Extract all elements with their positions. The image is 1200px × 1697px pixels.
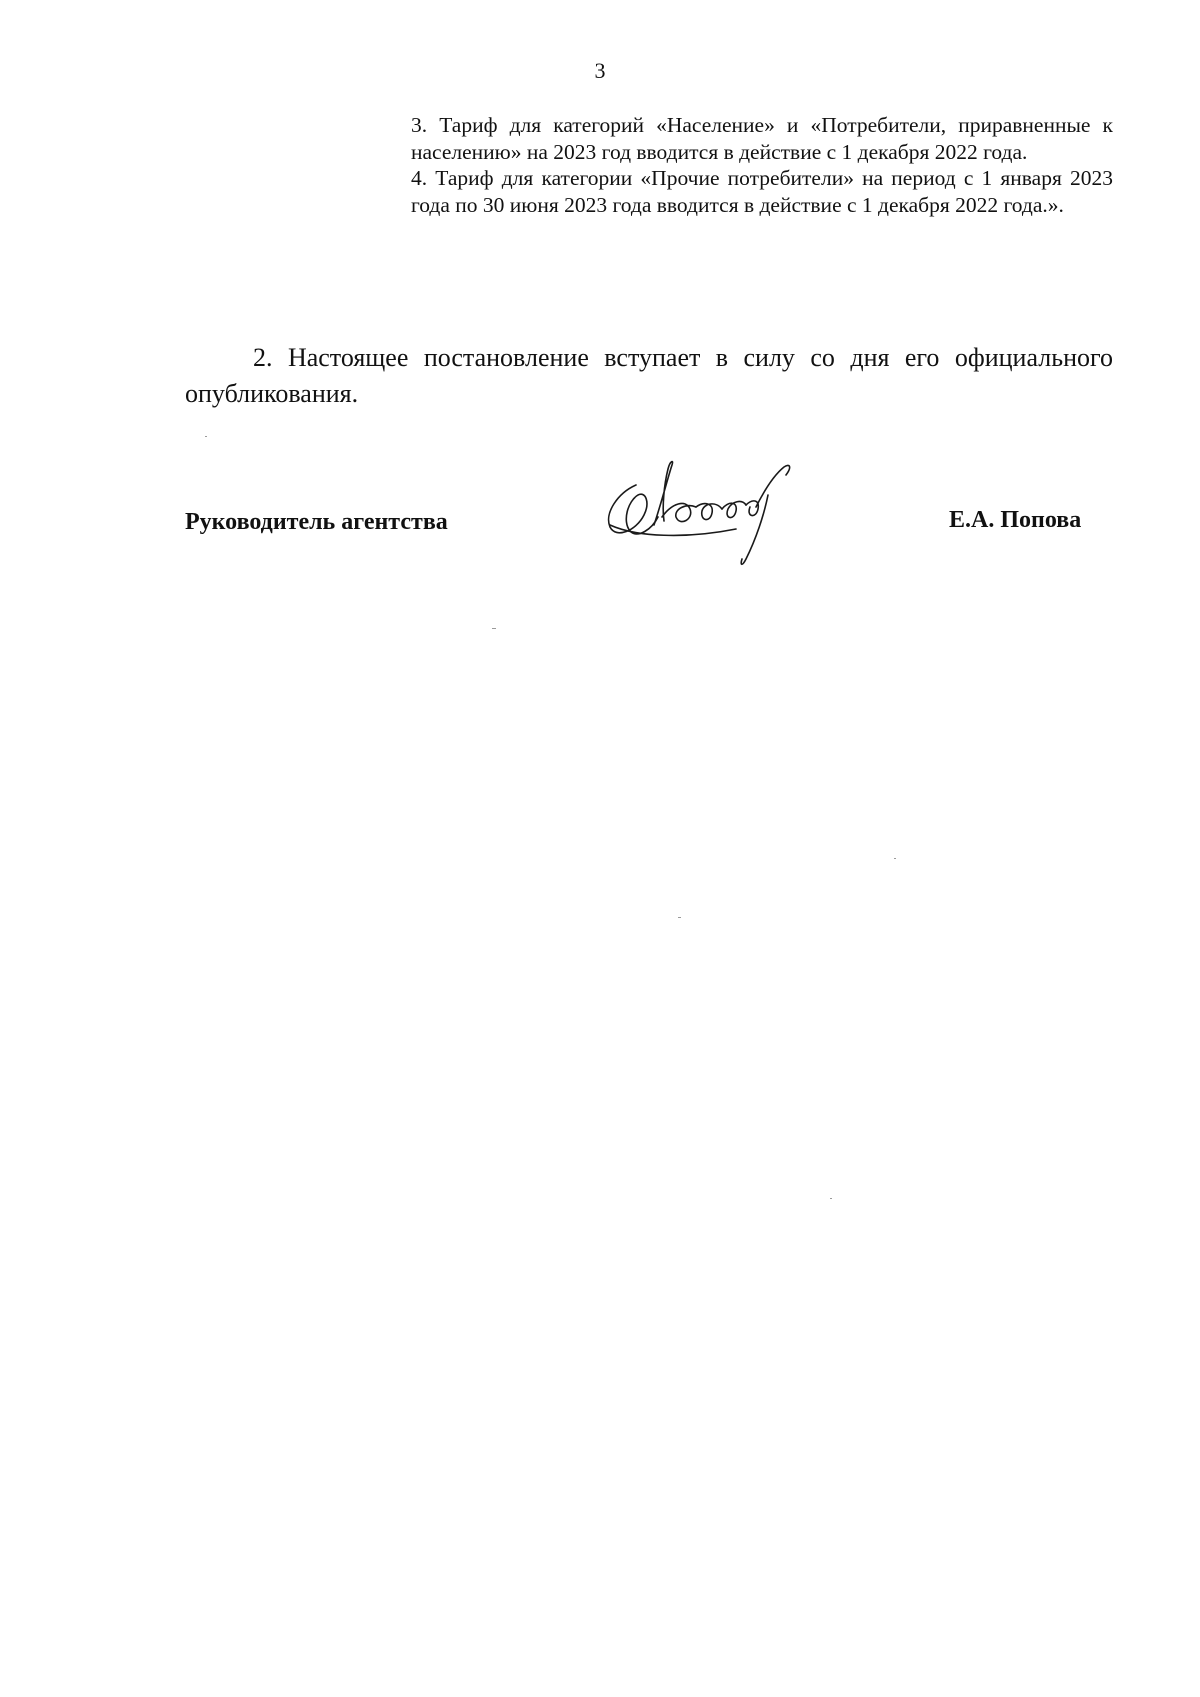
signer-position-title: Руководитель агентства — [185, 509, 448, 535]
main-paragraph: 2. Настоящее постановление вступает в силу со дня его официального опубликования. — [185, 343, 1113, 408]
signer-name: Е.А. Попова — [949, 507, 1082, 533]
scan-speck — [205, 436, 207, 437]
scan-speck — [492, 628, 496, 629]
quoted-item-4: 4. Тариф для категории «Прочие потребители» на период с 1 января 2023 года по 30 июня 2023 года вводится в действие с 1 декабря 2022 года.». — [411, 166, 1113, 217]
scan-speck — [678, 917, 681, 918]
quoted-amendment-block — [411, 112, 1113, 218]
page-number: 3 — [594, 58, 606, 83]
scan-speck — [830, 1198, 832, 1199]
scan-speck — [894, 858, 896, 859]
quoted-item-3: 3. Тариф для категорий «Население» и «Потребители, приравненные к населению» на 2023 год вводится в действие с 1 декабря 2022 года. — [411, 113, 1113, 164]
handwritten-signature — [596, 455, 806, 570]
